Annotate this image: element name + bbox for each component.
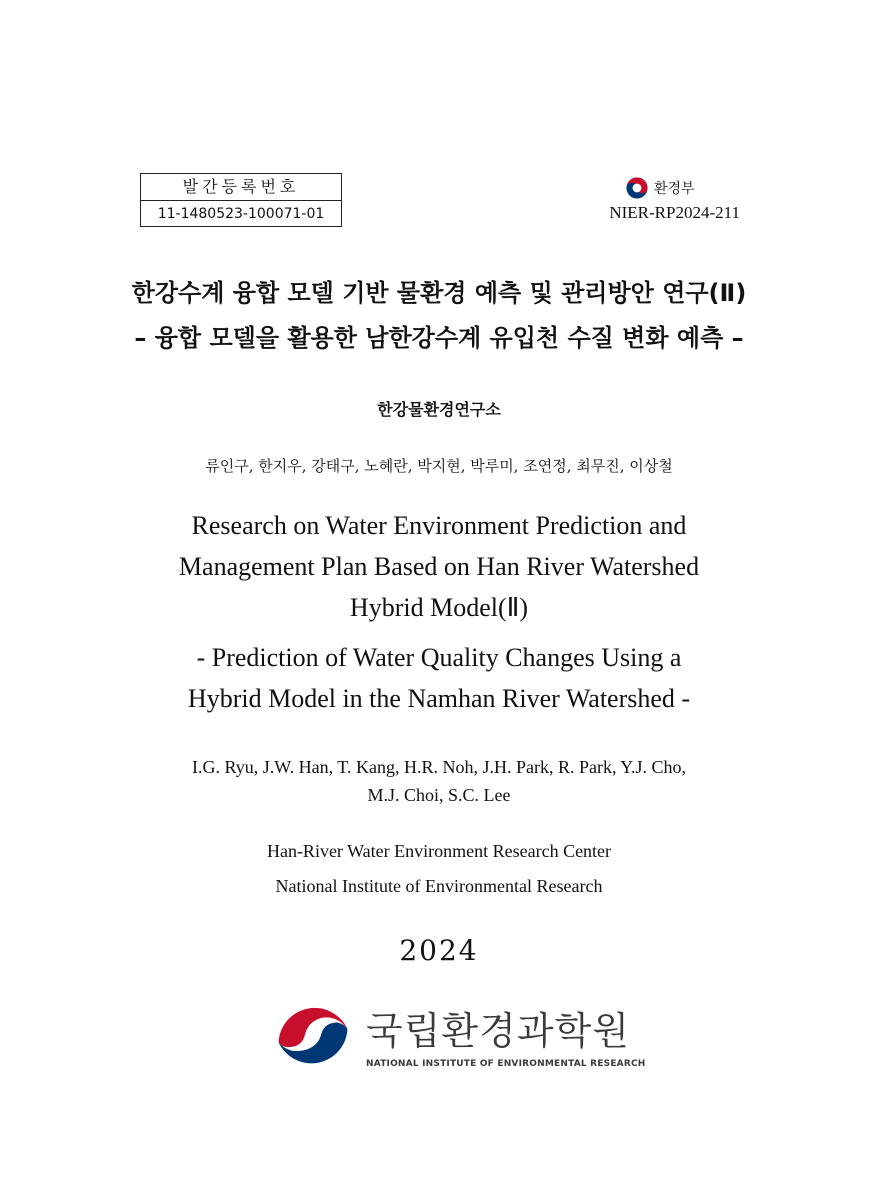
korean-title-line2: – 융합 모델을 활용한 남한강수계 유입천 수질 변화 예측 – <box>134 324 744 352</box>
korean-authors: 류인구, 한지우, 강태구, 노혜란, 박지현, 박루미, 조연정, 최무진, 이상철 <box>205 457 673 475</box>
english-institute-line1: Han-River Water Environment Research Center <box>266 841 612 861</box>
publisher-name-block <box>366 1000 646 1069</box>
korean-title-line1: 한강수계 융합 모델 기반 물환경 예측 및 관리방안 연구(Ⅱ) <box>131 279 747 307</box>
english-title-line5: Hybrid Model in the Namhan River Watershed - <box>187 684 691 713</box>
korean-institute: 한강물환경연구소 <box>377 400 501 419</box>
english-title-line3: Hybrid Model(Ⅱ) <box>349 593 529 622</box>
english-authors-line1: I.G. Ryu, J.W. Han, T. Kang, H.R. Noh, J.H. Park, R. Park, Y.J. Cho, <box>192 757 686 777</box>
taegeuk-emblem-icon <box>626 177 648 199</box>
report-code: NIER-RP2024-211 <box>609 203 740 222</box>
registration-title: 발간등록번호 <box>141 174 341 201</box>
ministry-logo <box>626 176 695 200</box>
english-title-line2: Management Plan Based on Han River Watershed <box>178 552 700 581</box>
publication-year: 2024 <box>399 934 479 967</box>
nier-emblem-icon <box>272 993 354 1075</box>
english-title-line1: Research on Water Environment Prediction and <box>191 511 687 540</box>
publisher-name-korean: 국립환경과학원 <box>366 1008 630 1053</box>
publisher-name-english: NATIONAL INSTITUTE OF ENVIRONMENTAL RESEARCH <box>366 1058 646 1069</box>
publisher-logo <box>272 993 646 1075</box>
registration-number-box <box>140 173 342 227</box>
registration-number: 11-1480523-100071-01 <box>157 206 325 222</box>
english-authors-line2: M.J. Choi, S.C. Lee <box>367 785 511 805</box>
english-institute-line2: National Institute of Environmental Research <box>275 876 603 896</box>
ministry-name: 환경부 <box>654 181 695 197</box>
english-title-line4: - Prediction of Water Quality Changes Using a <box>196 643 682 672</box>
